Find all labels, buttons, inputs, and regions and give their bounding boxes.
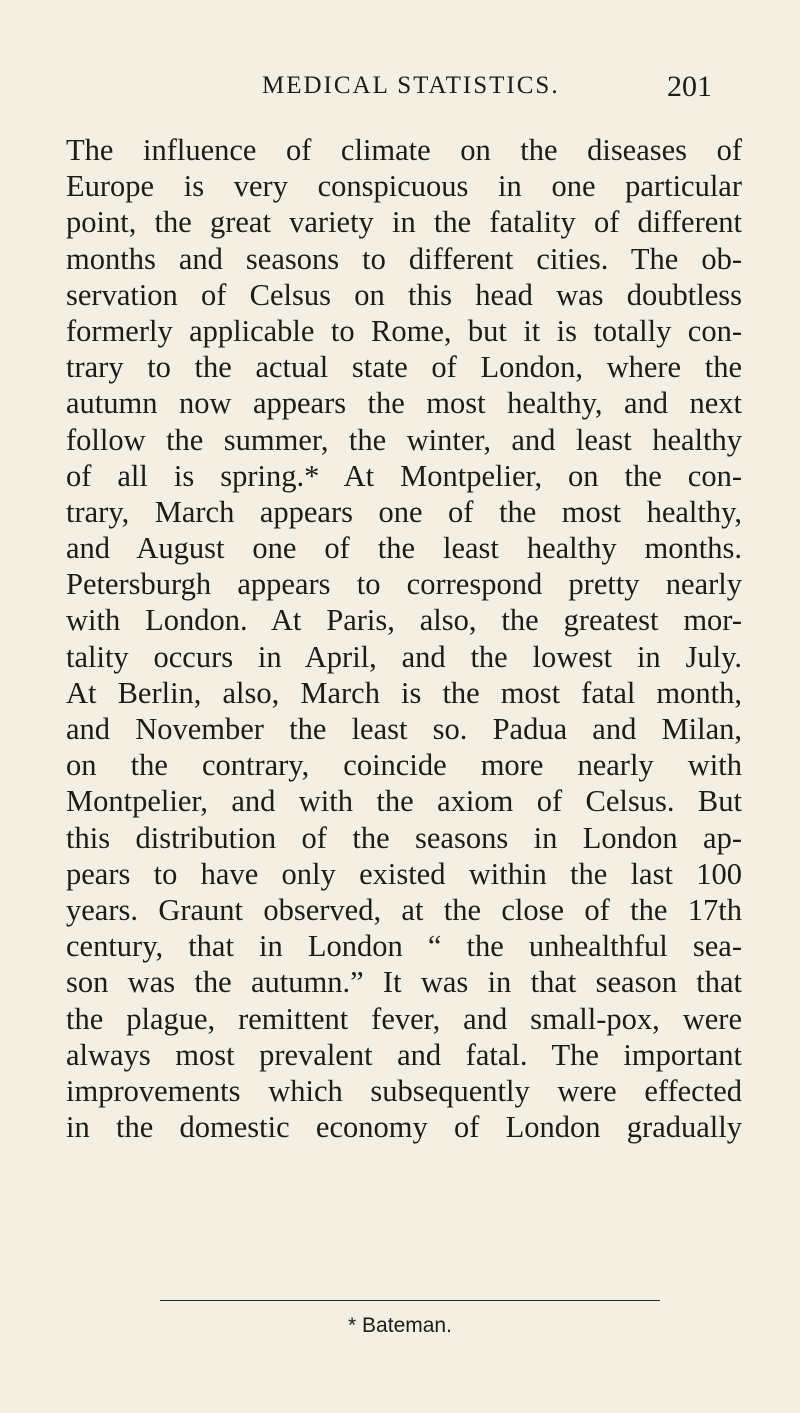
page-number: 201 [667, 70, 712, 103]
text-line: this distribution of the seasons in London ap- [66, 820, 742, 855]
text-line: century, that in London “ the unhealthful sea- [66, 929, 742, 964]
text-line: and November the least so. Padua and Milan, [66, 712, 742, 746]
text-line: The influence of climate on the diseases of [66, 133, 742, 167]
text-line: point, the great variety in the fatality of different [66, 205, 742, 240]
text-line: and August one of the least healthy months. [66, 531, 742, 566]
body-paragraph [66, 132, 742, 1145]
text-line: the plague, remittent fever, and small-pox, were [66, 1001, 742, 1036]
text-line: always most prevalent and fatal. The important [66, 1037, 742, 1072]
running-title: MEDICAL STATISTICS. [262, 72, 560, 99]
text-line: servation of Celsus on this head was doubtless [66, 277, 742, 312]
text-line: on the contrary, coincide more nearly with [66, 748, 742, 783]
text-line: follow the summer, the winter, and least healthy [66, 422, 742, 457]
footnote-divider [160, 1300, 660, 1301]
text-line: son was the autumn.” It was in that season that [66, 965, 742, 1000]
text-line: Europe is very conspicuous in one particular [66, 169, 742, 204]
text-line: formerly applicable to Rome, but it is totally con- [66, 313, 742, 348]
text-line: in the domestic economy of London gradually [66, 1110, 742, 1145]
text-line: improvements which subsequently were effected [66, 1073, 742, 1108]
text-line: with London. At Paris, also, the greatest mor- [66, 603, 742, 638]
text-line: pears to have only existed within the last 100 [66, 856, 742, 891]
text-line: At Berlin, also, March is the most fatal month, [66, 675, 742, 710]
text-line: autumn now appears the most healthy, and next [66, 386, 742, 421]
text-line: years. Graunt observed, at the close of the 17th [66, 892, 742, 927]
text-line: Petersburgh appears to correspond pretty nearly [66, 567, 742, 602]
text-line: tality occurs in April, and the lowest in July. [66, 639, 742, 674]
text-line: trary to the actual state of London, where the [66, 350, 742, 385]
text-line: months and seasons to different cities. The ob- [66, 241, 742, 276]
footnote: * Bateman. [348, 1314, 452, 1337]
text-line: Montpelier, and with the axiom of Celsus. But [66, 784, 742, 819]
text-line: of all is spring.* At Montpelier, on the con- [66, 458, 742, 493]
running-header [262, 72, 712, 112]
text-line: trary, March appears one of the most healthy, [66, 494, 742, 529]
